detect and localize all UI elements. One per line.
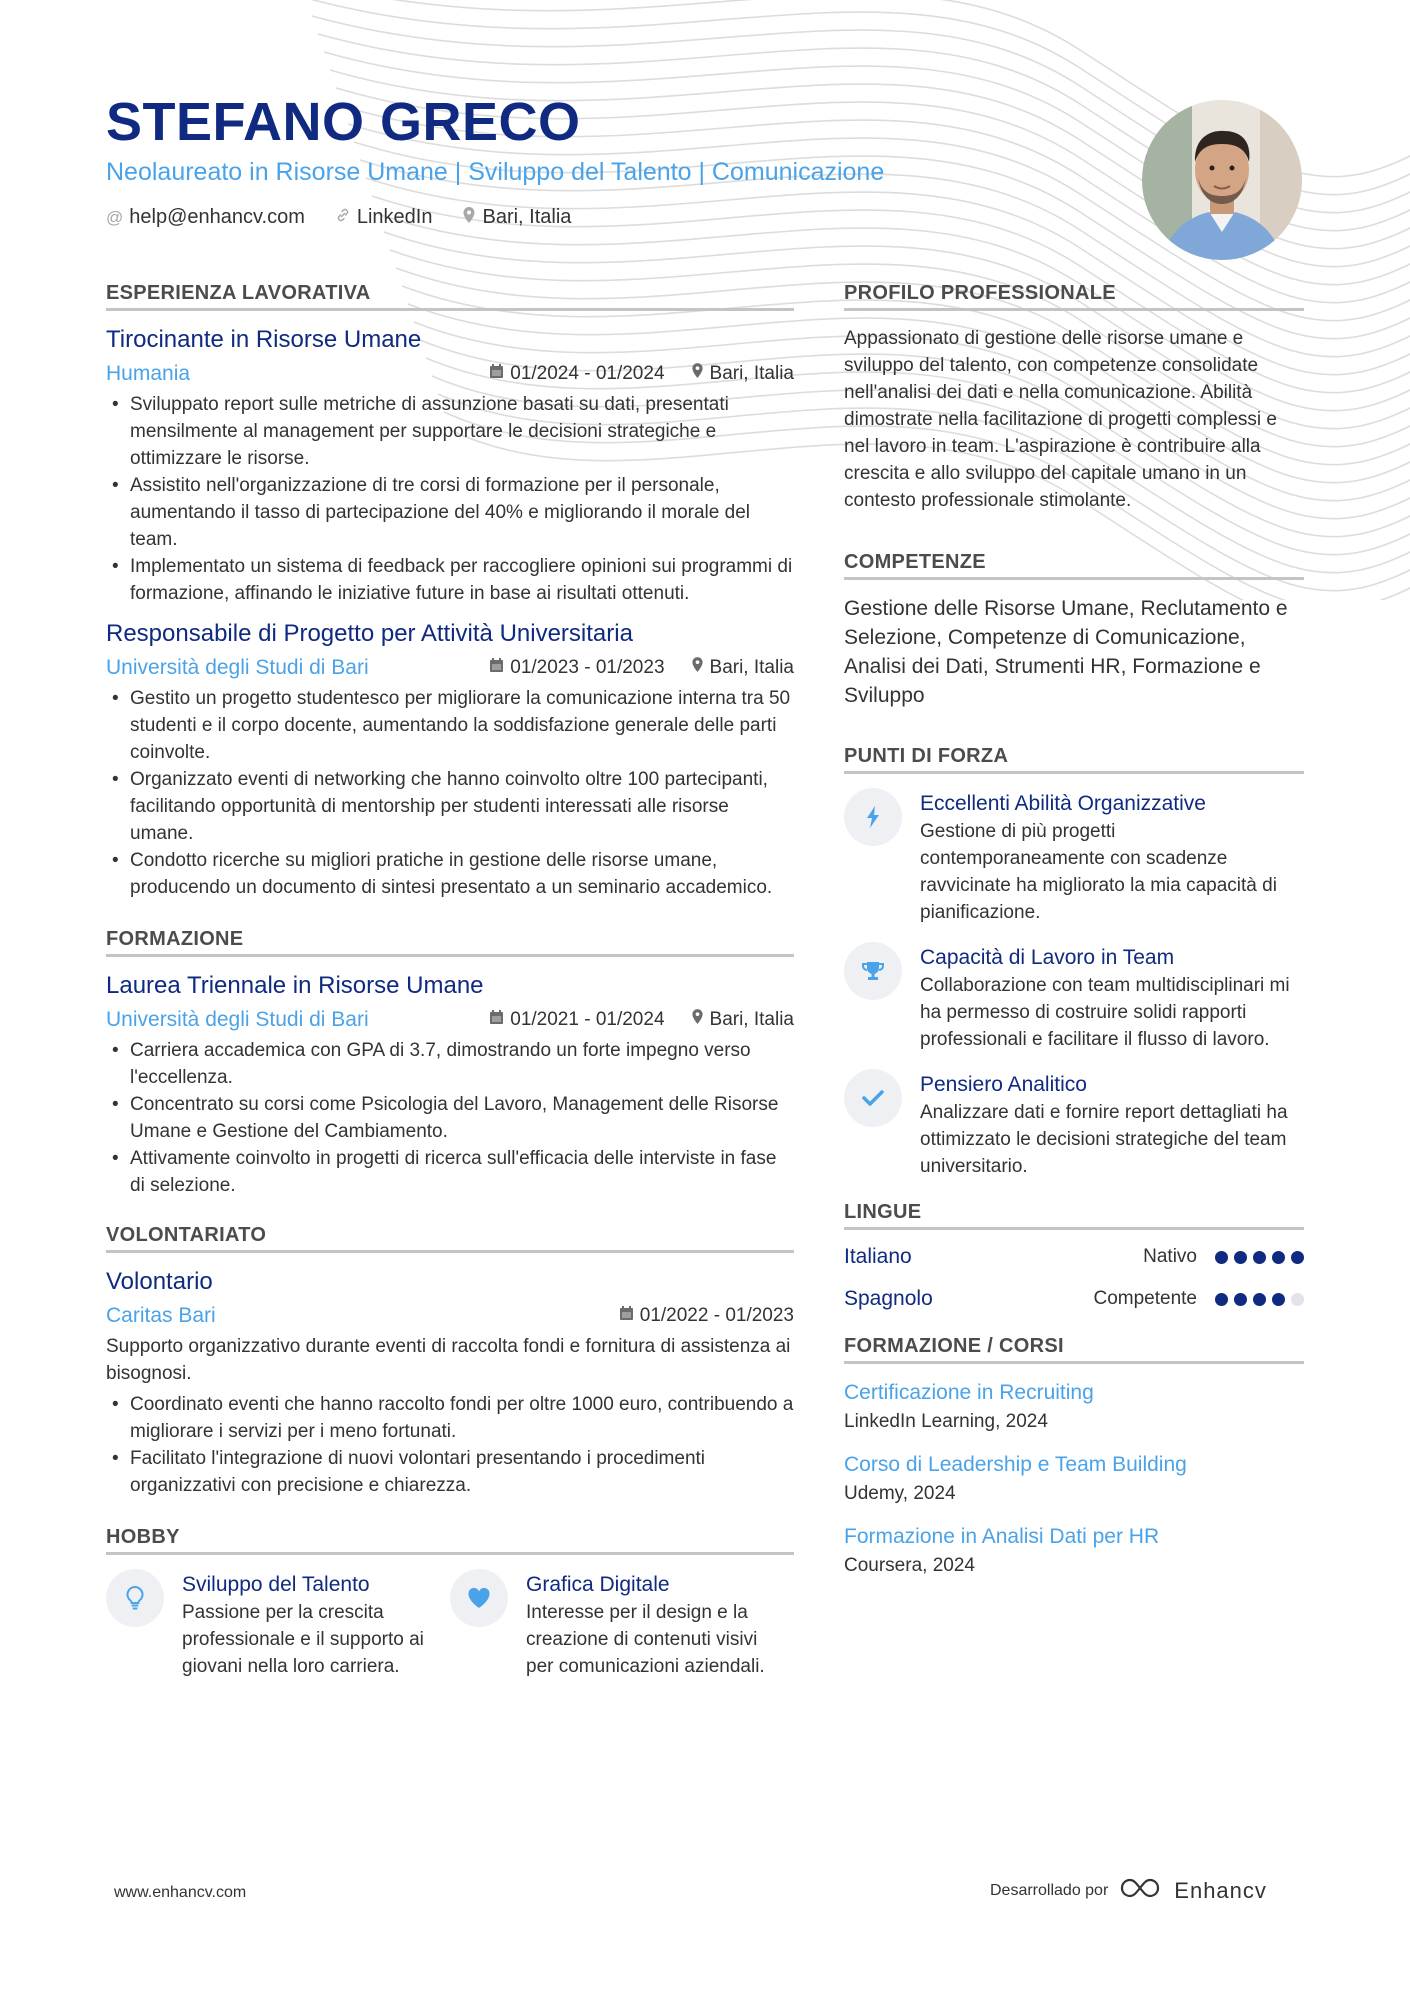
section-title-strengths: PUNTI DI FORZA <box>844 744 1304 774</box>
job-title: Tirocinante in Risorse Umane <box>106 326 422 353</box>
heart-icon <box>450 1569 508 1627</box>
email-text: help@enhancv.com <box>129 206 305 228</box>
volunteer-role: Volontario <box>106 1268 213 1295</box>
skills-list: Gestione delle Risorse Umane, Reclutamento e Selezione, Competenze di Comunicazione, Analisi dei Dati, Strumenti HR, Formazione e Sviluppo <box>844 597 1288 707</box>
location-pin-icon <box>691 361 704 387</box>
section-title-volunteering: VOLONTARIATO <box>106 1223 794 1253</box>
strength-content <box>920 1069 1304 1180</box>
rating-dot-filled <box>1272 1251 1285 1264</box>
education-meta-row <box>106 1007 794 1033</box>
candidate-name: STEFANO GRECO <box>106 92 581 152</box>
company-name: Humania <box>106 362 191 385</box>
bullet-item: • Facilitato l'integrazione di nuovi volontari presentando i procedimenti organizzativi con precisione e chiarezza. <box>106 1445 794 1499</box>
rating-dot-filled <box>1215 1293 1228 1306</box>
location-pin-icon <box>691 1007 704 1033</box>
language-rating <box>1215 1293 1304 1306</box>
hobby-text: Interesse per il design e la creazione di contenuti visivi per comunicazioni aziendali. <box>526 1602 765 1677</box>
job-bullets <box>106 391 794 607</box>
calendar-icon <box>489 655 504 681</box>
linkedin-text: LinkedIn <box>356 206 433 228</box>
school-name: Università degli Studi di Bari <box>106 1008 369 1031</box>
candidate-title: Neolaureato in Risorse Umane | Sviluppo del Talento | Comunicazione <box>106 158 885 186</box>
section-title-skills: COMPETENZE <box>844 550 1304 580</box>
volunteer-bullets <box>106 1391 794 1499</box>
section-title-experience: ESPERIENZA LAVORATIVA <box>106 281 794 311</box>
education-location <box>691 1007 794 1033</box>
hobby-title: Grafica Digitale <box>526 1573 670 1596</box>
job-dates <box>489 655 664 681</box>
language-rating <box>1215 1251 1304 1264</box>
dates-text: 01/2022 - 01/2023 <box>639 1305 794 1326</box>
dates-text: 01/2021 - 01/2024 <box>510 1009 665 1030</box>
bullet-item: • Coordinato eventi che hanno raccolto fondi per oltre 1000 euro, contribuendo a migliorare i servizi per i meno fortunati. <box>106 1391 794 1445</box>
rating-dot-filled <box>1272 1293 1285 1306</box>
job-location <box>691 361 794 387</box>
bullet-item: • Carriera accademica con GPA di 3.7, dimostrando un forte impegno verso l'eccellenza. <box>106 1037 794 1091</box>
location-text: Bari, Italia <box>709 1009 794 1030</box>
location-text: Bari, Italia <box>709 363 794 384</box>
hobbies-list <box>106 1569 794 1680</box>
rating-dot-empty <box>1291 1293 1304 1306</box>
check-icon <box>844 1069 902 1127</box>
strength-title: Capacità di Lavoro in Team <box>920 946 1175 969</box>
dates-text: 01/2023 - 01/2023 <box>510 657 665 678</box>
education-entry <box>106 971 794 1199</box>
bullet-item: • Condotto ricerche su migliori pratiche in gestione delle risorse umane, producendo un documento di sintesi presentato a un seminario accademico. <box>106 847 794 901</box>
link-icon <box>335 207 351 228</box>
contact-location <box>462 206 571 229</box>
resume-header <box>106 92 1116 229</box>
location-pin-icon <box>462 206 476 229</box>
course-provider: Coursera, 2024 <box>844 1555 975 1576</box>
bullet-item: • Concentrato su corsi come Psicologia del Lavoro, Management delle Risorse Umane e Gestione del Cambiamento. <box>106 1091 794 1145</box>
rating-dot-filled <box>1291 1251 1304 1264</box>
strength-text: Collaborazione con team multidisciplinari mi ha permesso di costruire solidi rapporti professionali e facilitare il flusso di lavoro. <box>920 975 1290 1050</box>
strength-text: Analizzare dati e fornire report dettagliati ha ottimizzato le decisioni strategiche del team universitario. <box>920 1102 1288 1177</box>
job-meta-row <box>106 655 794 681</box>
course-item <box>844 1378 1304 1436</box>
course-title: Formazione in Analisi Dati per HR <box>844 1525 1160 1548</box>
location-text: Bari, Italia <box>709 657 794 678</box>
hobby-content <box>526 1569 776 1680</box>
language-level: Competente <box>1093 1288 1197 1309</box>
experience-entry <box>106 325 794 607</box>
section-title-hobbies: HOBBY <box>106 1525 794 1555</box>
lightbulb-icon <box>106 1569 164 1627</box>
hobby-title: Sviluppo del Talento <box>182 1573 370 1596</box>
hobby-text: Passione per la crescita professionale e il supporto ai giovani nella loro carriera. <box>182 1602 424 1677</box>
trophy-icon <box>844 942 902 1000</box>
left-column <box>106 281 794 1680</box>
powered-by-text: Desarrollado por <box>990 1881 1109 1899</box>
rating-dot-filled <box>1253 1293 1266 1306</box>
strength-item <box>844 942 1304 1053</box>
course-item <box>844 1522 1304 1580</box>
bullet-item: • Attivamente coinvolto in progetti di ricerca sull'efficacia delle interviste in fase di selezione. <box>106 1145 794 1199</box>
rating-dot-filled <box>1234 1251 1247 1264</box>
experience-entry <box>106 619 794 901</box>
section-title-profile: PROFILO PROFESSIONALE <box>844 281 1304 311</box>
location-text: Bari, Italia <box>482 206 572 228</box>
course-item <box>844 1450 1304 1508</box>
bullet-item: • Organizzato eventi di networking che hanno coinvolto oltre 100 partecipanti, facilitando opportunità di mentorship per studenti interessati alle risorse umane. <box>106 766 794 847</box>
course-provider: Udemy, 2024 <box>844 1483 956 1504</box>
degree-title: Laurea Triennale in Risorse Umane <box>106 972 484 999</box>
contact-email[interactable] <box>106 206 305 229</box>
job-location <box>691 655 794 681</box>
hobby-item <box>106 1569 450 1680</box>
footer-branding <box>990 1876 1267 1905</box>
strength-title: Eccellenti Abilità Organizzative <box>920 792 1206 815</box>
right-column <box>844 281 1304 1594</box>
course-title: Corso di Leadership e Team Building <box>844 1453 1187 1476</box>
strength-title: Pensiero Analitico <box>920 1073 1087 1096</box>
volunteer-description: Supporto organizzativo durante eventi di raccolta fondi e fornitura di assistenza ai bisognosi. <box>106 1336 791 1384</box>
course-title: Certificazione in Recruiting <box>844 1381 1094 1404</box>
contact-linkedin[interactable] <box>335 206 433 229</box>
location-pin-icon <box>691 655 704 681</box>
profile-photo <box>1142 100 1302 260</box>
job-dates <box>489 361 664 387</box>
bullet-item: • Implementato un sistema di feedback per raccogliere opinioni sui programmi di formazione, affinando le iniziative future in base ai risultati ottenuti. <box>106 553 794 607</box>
language-name: Spagnolo <box>844 1287 933 1310</box>
bullet-item: • Sviluppato report sulle metriche di assunzione basati su dati, presentati mensilmente al management per supportare le decisioni strategiche e ottimizzare le risorse. <box>106 391 794 472</box>
section-title-courses: FORMAZIONE / CORSI <box>844 1334 1304 1364</box>
calendar-icon <box>489 1007 504 1033</box>
job-title: Responsabile di Progetto per Attività Universitaria <box>106 620 633 647</box>
dates-text: 01/2024 - 01/2024 <box>510 363 665 384</box>
company-name: Università degli Studi di Bari <box>106 656 369 679</box>
bolt-icon <box>844 788 902 846</box>
language-name: Italiano <box>844 1245 912 1268</box>
course-provider: LinkedIn Learning, 2024 <box>844 1411 1048 1432</box>
strength-content <box>920 788 1304 926</box>
calendar-icon <box>489 361 504 387</box>
strength-item <box>844 1069 1304 1180</box>
hobby-item <box>450 1569 794 1680</box>
education-dates <box>489 1007 664 1033</box>
enhancv-logo-icon <box>1118 1876 1164 1905</box>
at-icon: @ <box>106 207 124 227</box>
volunteer-dates <box>619 1303 794 1329</box>
section-title-education: FORMAZIONE <box>106 927 794 957</box>
rating-dot-filled <box>1215 1251 1228 1264</box>
language-item <box>844 1236 1304 1278</box>
rating-dot-filled <box>1234 1293 1247 1306</box>
contact-bar <box>106 206 1116 229</box>
footer-website[interactable]: www.enhancv.com <box>114 1884 247 1901</box>
strength-content <box>920 942 1304 1053</box>
volunteer-meta-row <box>106 1303 794 1329</box>
education-bullets <box>106 1037 794 1199</box>
hobby-content <box>182 1569 432 1680</box>
bullet-item: • Gestito un progetto studentesco per migliorare la comunicazione interna tra 50 studenti e il corpo docente, aumentando la soddisfazione generale delle parti coinvolte. <box>106 685 794 766</box>
job-bullets <box>106 685 794 901</box>
volunteering-entry <box>106 1267 794 1499</box>
language-item <box>844 1278 1304 1320</box>
volunteer-org: Caritas Bari <box>106 1304 216 1327</box>
strength-item <box>844 788 1304 926</box>
bullet-item: • Assistito nell'organizzazione di tre corsi di formazione per il personale, aumentando il tasso di partecipazione del 40% e migliorando il morale del team. <box>106 472 794 553</box>
rating-dot-filled <box>1253 1251 1266 1264</box>
strength-text: Gestione di più progetti contemporaneamente con scadenze ravvicinate ha migliorato la mia capacità di pianificazione. <box>920 821 1277 923</box>
calendar-icon <box>619 1303 634 1329</box>
job-meta-row <box>106 361 794 387</box>
brand-name: Enhancv <box>1174 1877 1267 1903</box>
section-title-languages: LINGUE <box>844 1200 1304 1230</box>
language-level: Nativo <box>1143 1246 1197 1267</box>
profile-summary: Appassionato di gestione delle risorse umane e sviluppo del talento, con competenze consolidate nell'analisi dei dati e nella comunicazione. Abilità dimostrate nella facilitazione di progetti complessi e nel lavoro in team. L'aspirazione è contribuire alla crescita e allo sviluppo del capitale umano in un contesto professionale stimolante. <box>844 328 1277 511</box>
